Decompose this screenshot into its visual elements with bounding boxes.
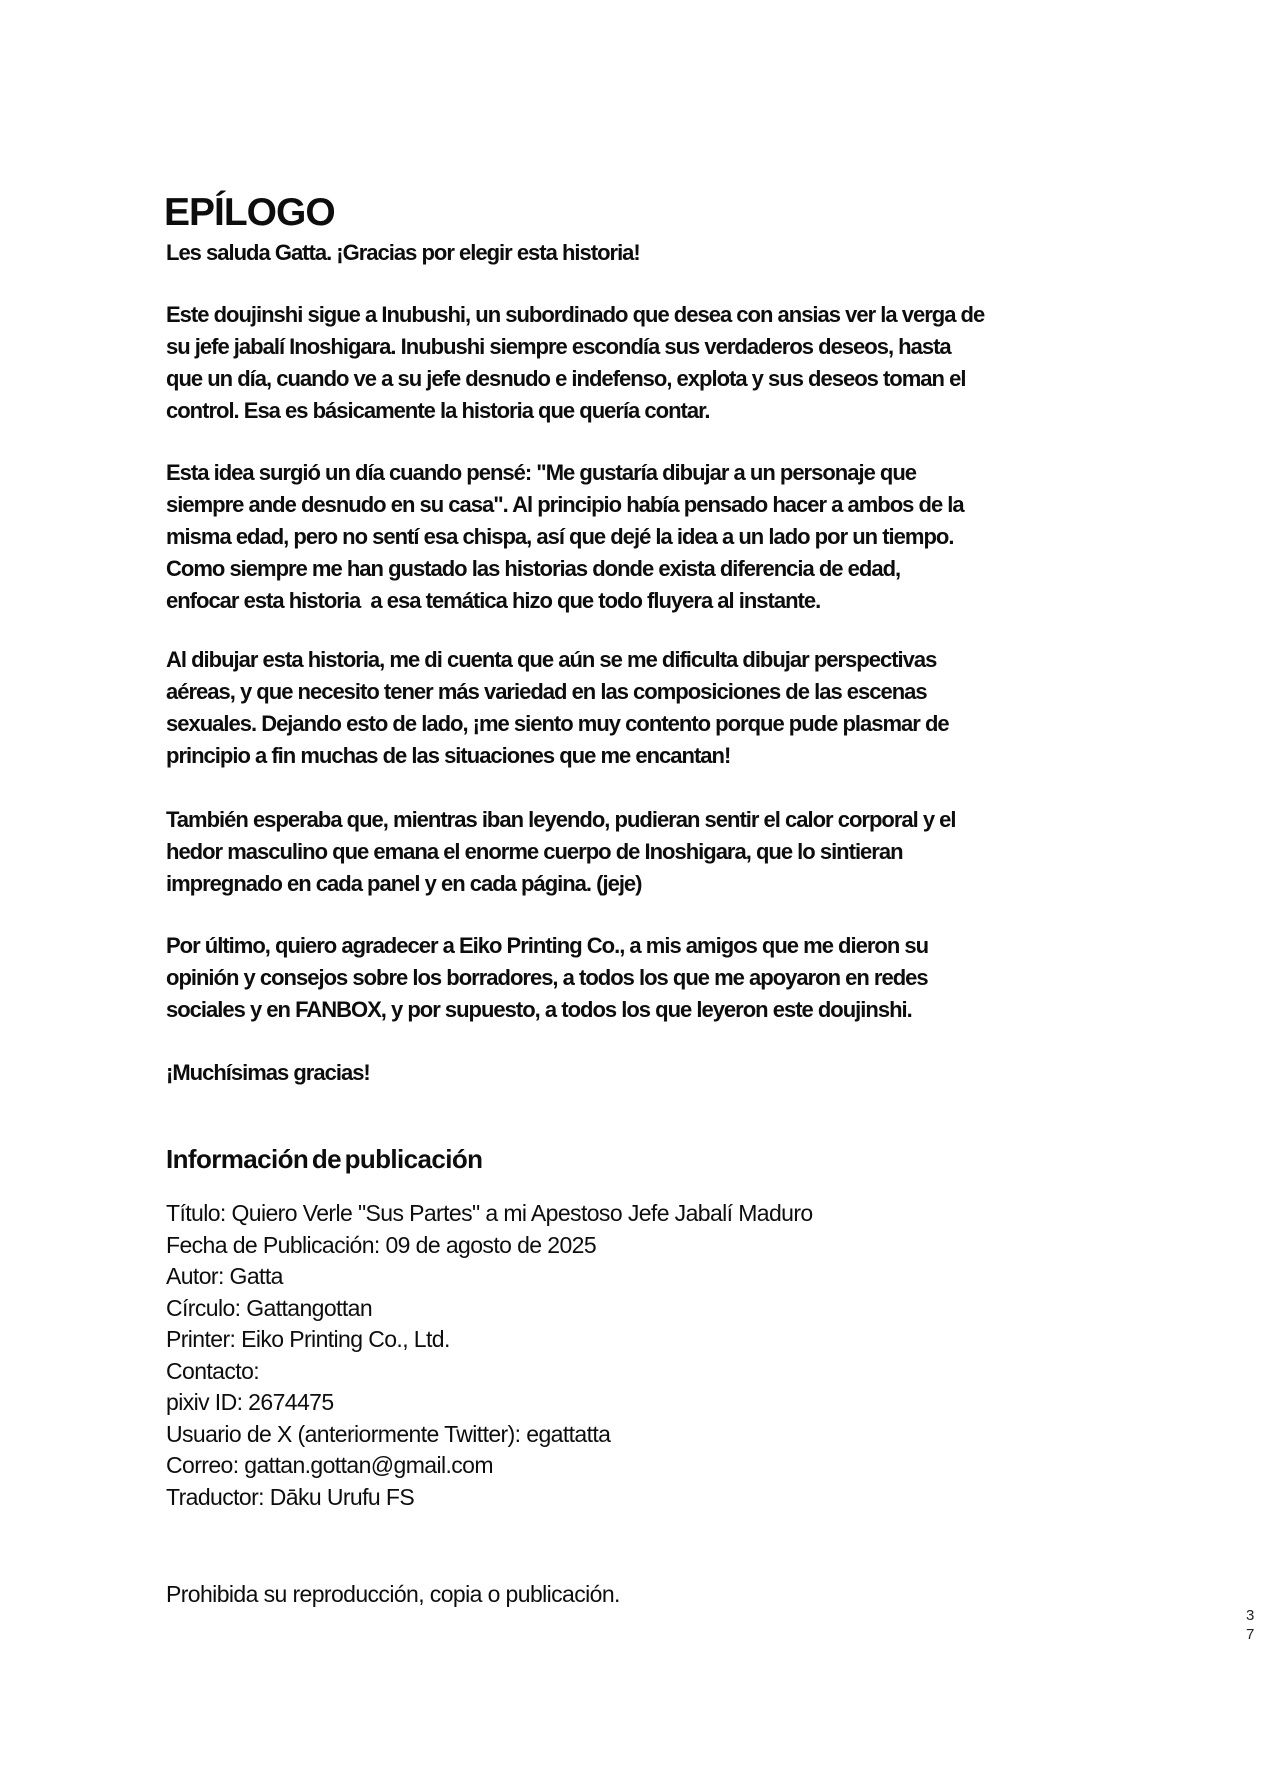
copyright-notice: Prohibida su reproducción, copia o publicación. xyxy=(166,1581,620,1607)
text-line: misma edad, pero no sentí esa chispa, así que dejé la idea a un lado por un tiempo. xyxy=(166,524,954,549)
publication-date-line: Fecha de Publicación: 09 de agosto de 2025 xyxy=(166,1231,597,1258)
publication-pixiv-line: pixiv ID: 2674475 xyxy=(166,1389,334,1415)
page-number-digit-bottom: 7 xyxy=(1246,1626,1255,1643)
publication-circle-line: Círculo: Gattangottan xyxy=(166,1294,373,1321)
publication-title-line: Título: Quiero Verle "Sus Partes" a mi Apestoso Jefe Jabalí Maduro xyxy=(166,1200,813,1226)
publication-email-line: Correo: gattan.gottan@gmail.com xyxy=(166,1452,493,1478)
publication-printer-line: Printer: Eiko Printing Co., Ltd. xyxy=(166,1326,450,1352)
paragraph-story-summary xyxy=(166,299,984,427)
publication-contact-line: Contacto: xyxy=(166,1357,260,1384)
text-line: impregnado en cada panel y en cada página. (jeje) xyxy=(166,871,642,896)
text-line: También esperaba que, mientras iban leyendo, pudieran sentir el calor corporal y el xyxy=(166,807,956,832)
text-line: aéreas, y que necesito tener más variedad en las composiciones de las escenas xyxy=(166,679,927,704)
text-line: ¡Muchísimas gracias! xyxy=(166,1060,370,1085)
text-line: sexuales. Dejando esto de lado, ¡me siento muy contento porque pude plasmar de xyxy=(166,711,949,736)
greeting-paragraph xyxy=(166,237,640,269)
text-line: que un día, cuando ve a su jefe desnudo e indefenso, explota y sus deseos toman el xyxy=(166,366,966,391)
publication-info-block xyxy=(166,1198,813,1513)
paragraph-acknowledgements xyxy=(166,930,928,1026)
text-line: su jefe jabalí Inoshigara. Inubushi siempre escondía sus verdaderos deseos, hasta xyxy=(166,334,951,359)
page-number xyxy=(1246,1606,1254,1644)
paragraph-reader-hope xyxy=(166,804,956,900)
publication-author-line: Autor: Gatta xyxy=(166,1263,283,1289)
text-line: control. Esa es básicamente la historia que quería contar. xyxy=(166,398,710,423)
text-line: hedor masculino que emana el enorme cuerpo de Inoshigara, que lo sintieran xyxy=(166,839,903,864)
text-line: Al dibujar esta historia, me di cuenta que aún se me dificulta dibujar perspectivas xyxy=(166,647,937,672)
text-line: Por último, quiero agradecer a Eiko Printing Co., a mis amigos que me dieron su xyxy=(166,933,929,958)
publication-info-heading: Información de publicación xyxy=(166,1144,483,1174)
text-line: principio a fin muchas de las situaciones que me encantan! xyxy=(166,743,731,768)
text-line: sociales y en FANBOX, y por supuesto, a todos los que leyeron este doujinshi. xyxy=(166,997,912,1022)
publication-x-user-line: Usuario de X (anteriormente Twitter): egattatta xyxy=(166,1420,611,1447)
text-line: Como siempre me han gustado las historias donde exista diferencia de edad, xyxy=(166,556,901,581)
text-line: siempre ande desnudo en su casa". Al principio había pensado hacer a ambos de la xyxy=(166,492,964,517)
thanks-line xyxy=(166,1057,370,1089)
page-title: EPÍLOGO xyxy=(164,191,335,235)
paragraph-idea-origin xyxy=(166,457,964,617)
text-line: Les saluda Gatta. ¡Gracias por elegir esta historia! xyxy=(166,240,640,265)
text-line: opinión y consejos sobre los borradores, a todos los que me apoyaron en redes xyxy=(166,965,928,990)
text-line: Este doujinshi sigue a Inubushi, un subordinado que desea con ansias ver la verga de xyxy=(166,302,985,327)
paragraph-drawing-reflection xyxy=(166,644,949,772)
text-line: Esta idea surgió un día cuando pensé: "Me gustaría dibujar a un personaje que xyxy=(166,460,917,485)
text-line: enfocar esta historia a esa temática hizo que todo fluyera al instante. xyxy=(166,588,821,613)
page-number-digit-top: 3 xyxy=(1246,1607,1255,1624)
publication-translator-line: Traductor: Dāku Urufu FS xyxy=(166,1483,415,1510)
